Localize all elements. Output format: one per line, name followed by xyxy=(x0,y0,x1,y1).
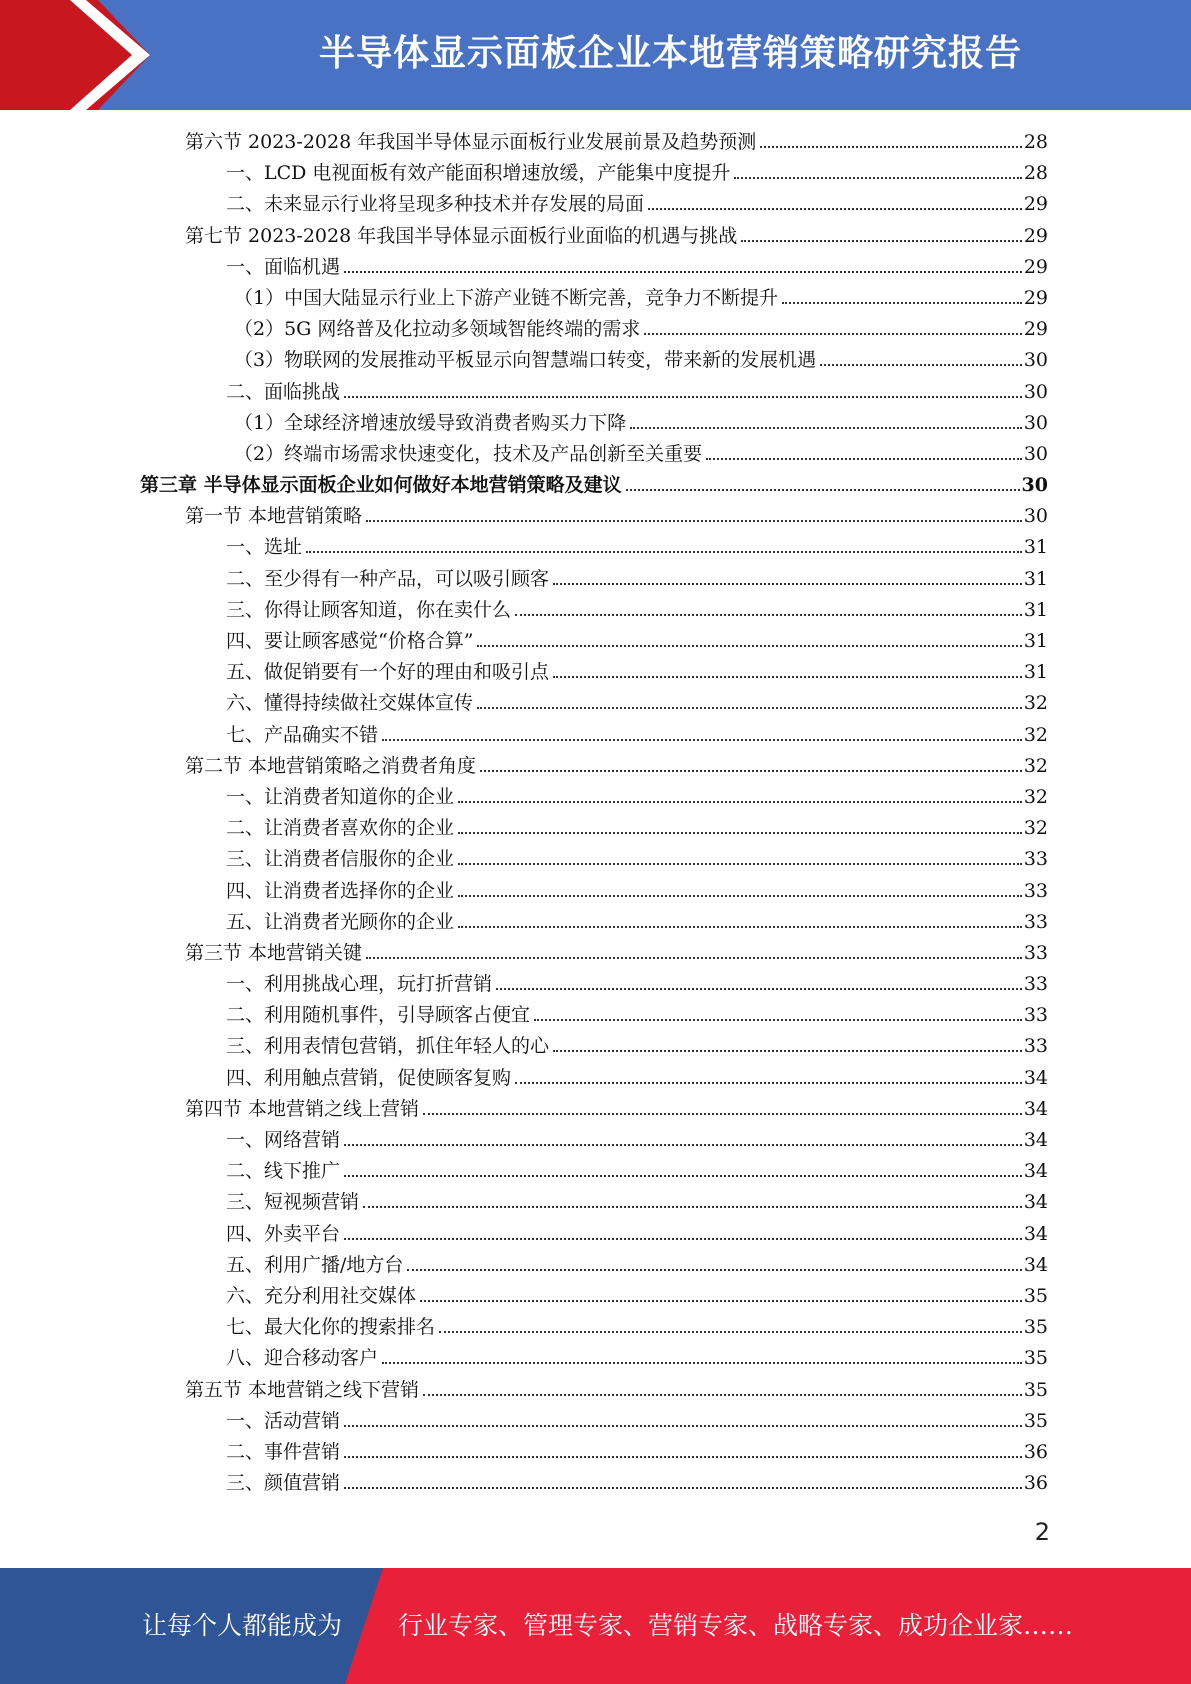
toc-dot-leader xyxy=(382,1362,1022,1364)
toc-entry-page: 31 xyxy=(1023,630,1048,652)
toc-dot-leader xyxy=(306,551,1022,553)
toc-entry[interactable] xyxy=(140,1000,1048,1031)
toc-entry-title: 四、利用触点营销，促使顾客复购 xyxy=(226,1066,512,1089)
toc-entry-title: 第六节 2023-2028 年我国半导体显示面板行业发展前景及趋势预测 xyxy=(185,131,757,153)
toc-entry-title: 一、面临机遇 xyxy=(226,255,341,278)
toc-entry[interactable] xyxy=(140,1437,1048,1468)
toc-entry[interactable] xyxy=(140,345,1048,376)
toc-entry[interactable] xyxy=(140,1219,1048,1250)
toc-entry[interactable] xyxy=(140,314,1048,345)
toc-entry-page: 34 xyxy=(1023,1097,1048,1120)
toc-entry-title: 六、懂得持续做社交媒体宣传 xyxy=(226,692,474,715)
toc-entry[interactable] xyxy=(140,1343,1048,1374)
toc-entry-page: 29 xyxy=(1023,286,1048,309)
toc-entry-page: 32 xyxy=(1023,723,1048,746)
toc-entry[interactable] xyxy=(140,595,1048,626)
toc-dot-leader xyxy=(734,177,1021,179)
toc-entry-page: 33 xyxy=(1023,848,1048,871)
toc-entry-page: 34 xyxy=(1023,1066,1048,1089)
toc-entry[interactable] xyxy=(140,969,1048,1000)
toc-entry-page: 29 xyxy=(1023,318,1048,341)
toc-entry[interactable] xyxy=(140,439,1048,470)
toc-entry-title: （2）终端市场需求快速变化，技术及产品创新至关重要 xyxy=(234,442,703,465)
toc-entry-page: 33 xyxy=(1023,1035,1048,1058)
toc-dot-leader xyxy=(553,1050,1022,1052)
toc-dot-leader xyxy=(477,707,1022,709)
toc-entry[interactable] xyxy=(140,938,1048,969)
toc-dot-leader xyxy=(344,1144,1022,1146)
toc-dot-leader xyxy=(820,364,1022,366)
toc-entry[interactable] xyxy=(140,252,1048,283)
toc-entry-title: 七、最大化你的搜索排名 xyxy=(226,1316,436,1339)
toc-entry-page: 34 xyxy=(1023,1253,1048,1276)
toc-entry-page: 35 xyxy=(1023,1316,1048,1339)
toc-entry[interactable] xyxy=(140,720,1048,751)
toc-dot-leader xyxy=(760,146,1022,148)
toc-entry-page: 30 xyxy=(1023,349,1048,372)
toc-dot-leader xyxy=(458,926,1022,928)
toc-entry[interactable] xyxy=(140,1406,1048,1437)
toc-entry-page: 30 xyxy=(1023,380,1048,403)
toc-entry-page: 32 xyxy=(1023,785,1048,808)
table-of-contents xyxy=(140,127,1048,1499)
toc-entry-page: 33 xyxy=(1023,1004,1048,1027)
toc-entry-title: 第五节 本地营销之线下营销 xyxy=(185,1378,420,1401)
toc-entry-title: 一、选址 xyxy=(226,536,303,559)
toc-entry-page: 33 xyxy=(1023,973,1048,996)
toc-dot-leader xyxy=(477,645,1021,647)
toc-entry[interactable] xyxy=(140,189,1048,220)
report-title: 半导体显示面板企业本地营销策略研究报告 xyxy=(318,33,1022,74)
toc-entry-title: 五、做促销要有一个好的理由和吸引点 xyxy=(226,661,550,684)
toc-entry-title: 七、产品确实不错 xyxy=(226,723,379,746)
toc-entry-title: 第七节 2023-2028 年我国半导体显示面板行业面临的机遇与挑战 xyxy=(185,224,738,247)
toc-entry-title: 第四节 本地营销之线上营销 xyxy=(185,1097,420,1120)
toc-entry-title: 六、充分利用社交媒体 xyxy=(226,1284,417,1307)
toc-entry[interactable] xyxy=(140,1312,1048,1343)
toc-entry-title: 第一节 本地营销策略 xyxy=(185,505,363,528)
toc-dot-leader xyxy=(344,1175,1022,1177)
toc-entry[interactable] xyxy=(140,1250,1048,1281)
toc-dot-leader xyxy=(496,988,1022,990)
toc-dot-leader xyxy=(344,271,1022,273)
toc-entry-title: 四、要让顾客感觉“价格合算” xyxy=(226,630,474,652)
toc-dot-leader xyxy=(344,1238,1022,1240)
toc-entry[interactable] xyxy=(140,813,1048,844)
toc-entry[interactable] xyxy=(140,751,1048,782)
toc-dot-leader xyxy=(626,489,1020,491)
toc-entry[interactable] xyxy=(140,1281,1048,1312)
toc-dot-leader xyxy=(553,583,1022,585)
toc-dot-leader xyxy=(648,208,1022,210)
toc-entry[interactable] xyxy=(140,564,1048,595)
toc-entry-title: 八、迎合移动客户 xyxy=(226,1347,379,1370)
toc-entry-page: 32 xyxy=(1023,754,1048,777)
toc-entry-page: 29 xyxy=(1023,224,1048,247)
toc-entry[interactable] xyxy=(140,1125,1048,1156)
toc-entry-page: 31 xyxy=(1023,598,1048,621)
toc-dot-leader xyxy=(344,1425,1022,1427)
toc-dot-leader xyxy=(366,957,1022,959)
toc-entry-title: 第二节 本地营销策略之消费者角度 xyxy=(185,754,477,777)
toc-entry-page: 33 xyxy=(1023,910,1048,933)
toc-entry-page: 29 xyxy=(1023,255,1048,278)
toc-entry[interactable] xyxy=(140,408,1048,439)
toc-entry-page: 36 xyxy=(1023,1472,1048,1495)
toc-entry[interactable] xyxy=(140,1063,1048,1094)
header-red-arrow xyxy=(0,0,150,110)
toc-dot-leader xyxy=(515,614,1022,616)
toc-entry-page: 35 xyxy=(1023,1284,1048,1307)
toc-entry[interactable] xyxy=(140,1156,1048,1187)
toc-entry[interactable] xyxy=(140,626,1048,657)
toc-entry-title: 二、利用随机事件，引导顾客占便宜 xyxy=(226,1004,531,1027)
toc-entry-page: 33 xyxy=(1023,941,1048,964)
toc-dot-leader xyxy=(553,676,1022,678)
footer-slogan-right: 行业专家、管理专家、营销专家、战略专家、成功企业家…… xyxy=(398,1611,1074,1640)
toc-dot-leader xyxy=(407,1269,1021,1271)
toc-entry-title: 二、面临挑战 xyxy=(226,380,341,403)
toc-dot-leader xyxy=(782,302,1022,304)
toc-dot-leader xyxy=(706,458,1022,460)
toc-entry-page: 30 xyxy=(1021,474,1048,497)
toc-entry-page: 36 xyxy=(1023,1440,1048,1463)
toc-entry-page: 28 xyxy=(1023,131,1048,153)
toc-dot-leader xyxy=(382,739,1022,741)
toc-entry-title: 三、短视频营销 xyxy=(226,1191,360,1214)
toc-entry-page: 32 xyxy=(1023,692,1048,715)
toc-entry-title: 一、让消费者知道你的企业 xyxy=(226,785,455,808)
toc-dot-leader xyxy=(344,396,1022,398)
toc-entry-page: 31 xyxy=(1023,536,1048,559)
toc-entry-title: 二、事件营销 xyxy=(226,1440,341,1463)
toc-entry[interactable] xyxy=(140,158,1048,189)
toc-entry-page: 28 xyxy=(1023,162,1048,185)
toc-dot-leader xyxy=(423,1113,1022,1115)
toc-entry-title: 五、让消费者光顾你的企业 xyxy=(226,910,455,933)
toc-entry-title: （1）中国大陆显示行业上下游产业链不断完善，竞争力不断提升 xyxy=(234,286,779,309)
toc-entry[interactable] xyxy=(140,1031,1048,1062)
page-number: 2 xyxy=(1034,1518,1050,1546)
toc-dot-leader xyxy=(458,801,1022,803)
toc-entry-title: 二、未来显示行业将呈现多种技术并存发展的局面 xyxy=(226,193,645,216)
toc-entry[interactable] xyxy=(140,844,1048,875)
toc-dot-leader xyxy=(458,832,1022,834)
toc-entry-title: 二、让消费者喜欢你的企业 xyxy=(226,817,455,840)
toc-dot-leader xyxy=(420,1300,1022,1302)
toc-entry-page: 35 xyxy=(1023,1378,1048,1401)
toc-dot-leader xyxy=(458,863,1022,865)
toc-entry-page: 30 xyxy=(1023,505,1048,528)
toc-dot-leader xyxy=(515,1082,1022,1084)
toc-entry-title: 一、活动营销 xyxy=(226,1409,341,1432)
toc-entry-page: 34 xyxy=(1023,1222,1048,1245)
toc-dot-leader xyxy=(480,770,1022,772)
toc-entry[interactable] xyxy=(140,470,1048,501)
toc-dot-leader xyxy=(344,1456,1022,1458)
toc-entry[interactable] xyxy=(140,782,1048,813)
toc-entry-title: 一、LCD 电视面板有效产能面积增速放缓，产能集中度提升 xyxy=(226,162,731,185)
toc-entry[interactable] xyxy=(140,532,1048,563)
toc-entry[interactable] xyxy=(140,221,1048,252)
toc-entry-page: 33 xyxy=(1023,879,1048,902)
toc-entry-title: 一、网络营销 xyxy=(226,1129,341,1151)
toc-dot-leader xyxy=(423,1394,1022,1396)
toc-entry-page: 32 xyxy=(1023,817,1048,840)
toc-entry-page: 34 xyxy=(1023,1191,1048,1214)
toc-dot-leader xyxy=(344,1487,1022,1489)
toc-entry-title: 第三章 半导体显示面板企业如何做好本地营销策略及建议 xyxy=(140,474,622,497)
toc-dot-leader xyxy=(439,1331,1022,1333)
toc-entry-title: 三、利用表情包营销，抓住年轻人的心 xyxy=(226,1035,550,1058)
toc-entry-page: 34 xyxy=(1023,1160,1048,1183)
toc-entry[interactable] xyxy=(140,127,1048,158)
toc-entry[interactable] xyxy=(140,1094,1048,1125)
toc-entry-page: 29 xyxy=(1023,193,1048,216)
toc-entry-page: 35 xyxy=(1023,1409,1048,1432)
toc-entry-page: 30 xyxy=(1023,442,1048,465)
toc-entry-title: 三、让消费者信服你的企业 xyxy=(226,848,455,871)
toc-entry-page: 31 xyxy=(1023,567,1048,590)
toc-entry[interactable] xyxy=(140,501,1048,532)
toc-entry-title: 二、线下推广 xyxy=(226,1160,341,1183)
toc-entry-title: 四、外卖平台 xyxy=(226,1222,341,1245)
toc-entry-title: 一、利用挑战心理，玩打折营销 xyxy=(226,973,493,996)
toc-entry[interactable] xyxy=(140,1375,1048,1406)
toc-dot-leader xyxy=(644,333,1021,335)
toc-entry-title: 第三节 本地营销关键 xyxy=(185,941,363,964)
footer-slogan-left: 让每个人都能成为 xyxy=(142,1611,343,1640)
toc-entry-title: （3）物联网的发展推动平板显示向智慧端口转变，带来新的发展机遇 xyxy=(234,349,817,372)
toc-dot-leader xyxy=(630,427,1022,429)
toc-dot-leader xyxy=(534,1019,1022,1021)
toc-entry[interactable] xyxy=(140,876,1048,907)
toc-entry[interactable] xyxy=(140,688,1048,719)
toc-entry-page: 34 xyxy=(1023,1129,1048,1151)
toc-entry-title: 四、让消费者选择你的企业 xyxy=(226,879,455,902)
page-header xyxy=(0,0,1191,110)
toc-entry-title: （1）全球经济增速放缓导致消费者购买力下降 xyxy=(234,411,627,434)
toc-entry-title: 二、至少得有一种产品，可以吸引顾客 xyxy=(226,567,550,590)
toc-entry[interactable] xyxy=(140,1187,1048,1218)
toc-entry-title: 三、颜值营销 xyxy=(226,1472,341,1495)
toc-dot-leader xyxy=(741,240,1022,242)
toc-entry-title: 三、你得让顾客知道，你在卖什么 xyxy=(226,598,512,621)
toc-entry-page: 31 xyxy=(1023,661,1048,684)
toc-dot-leader xyxy=(366,520,1022,522)
toc-entry-page: 30 xyxy=(1023,411,1048,434)
toc-dot-leader xyxy=(458,895,1022,897)
toc-entry[interactable] xyxy=(140,377,1048,408)
toc-entry-title: （2）5G 网络普及化拉动多领域智能终端的需求 xyxy=(234,318,641,341)
toc-entry-page: 35 xyxy=(1023,1347,1048,1370)
toc-entry[interactable] xyxy=(140,1468,1048,1499)
page-footer xyxy=(0,1568,1191,1684)
toc-entry[interactable] xyxy=(140,907,1048,938)
toc-entry[interactable] xyxy=(140,283,1048,314)
toc-entry[interactable] xyxy=(140,657,1048,688)
toc-entry-title: 五、利用广播/地方台 xyxy=(226,1253,404,1276)
toc-dot-leader xyxy=(363,1206,1022,1208)
